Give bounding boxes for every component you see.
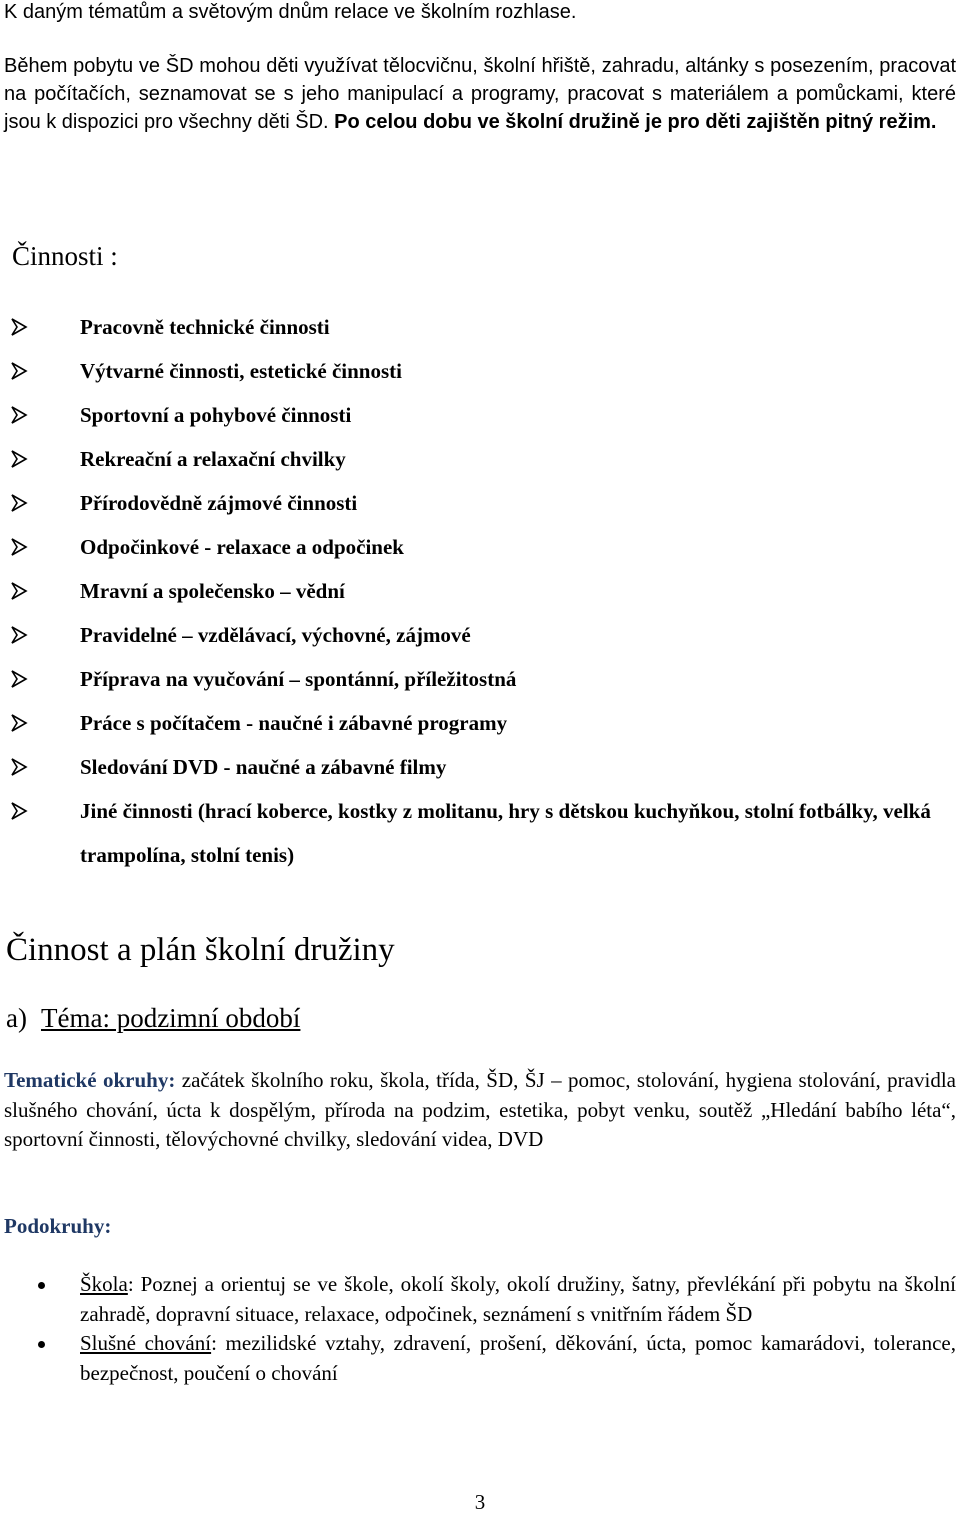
arrowhead-bullet-icon	[10, 802, 28, 820]
subareas-list	[4, 1270, 956, 1388]
activity-label: Sledování DVD - naučné a zábavné filmy	[80, 755, 447, 779]
activity-item	[10, 393, 950, 437]
subareas-label: Podokruhy:	[4, 1214, 112, 1238]
subarea-text: : mezilidské vztahy, zdravení, prošení, děkování, úcta, pomoc kamarádovi, tolerance, bezpečnost, poučení o chování	[80, 1331, 956, 1385]
intro-line: K daným tématům a světovým dnům relace ve školním rozhlase.	[4, 1, 577, 23]
activity-label: Rekreační a relaxační chvilky	[80, 447, 346, 471]
theme-heading	[6, 1000, 300, 1036]
thematic-areas-text: začátek školního roku, škola, třída, ŠD, ŠJ – pomoc, stolování, hygiena stolování, pravidla slušného chování, úcta k dospělým, příroda na podzim, estetika, pobyt venku, soutěž „Hledání babího léta“, sportovní činnosti, tělovýchovné chvilky, sledování videa, DVD	[4, 1068, 956, 1151]
arrowhead-bullet-icon	[10, 582, 28, 600]
arrowhead-bullet-icon	[10, 318, 28, 336]
thematic-areas	[4, 1066, 956, 1155]
activity-item	[10, 525, 950, 569]
arrowhead-bullet-icon	[10, 494, 28, 512]
activities-list	[10, 305, 950, 877]
activity-item	[10, 349, 950, 393]
activity-label: Výtvarné činnosti, estetické činnosti	[80, 359, 402, 383]
intro-paragraph-text: Během pobytu ve ŠD mohou děti využívat tělocvičnu, školní hřiště, zahradu, altánky s posezením, pracovat na počítačích, seznamovat se s jeho manipulací a programy, pracovat s materiálem a pomůckami, které jsou k dispozici pro všechny děti ŠD.	[4, 55, 956, 133]
arrowhead-bullet-icon	[10, 538, 28, 556]
arrowhead-bullet-icon	[10, 362, 28, 380]
subarea-key: Slušné chování	[80, 1331, 212, 1355]
intro-paragraph-bold: Po celou dobu ve školní družině je pro děti zajištěn pitný režim.	[334, 111, 937, 133]
activity-label: Mravní a společensko – vědní	[80, 579, 345, 603]
subarea-text: : Poznej a orientuj se ve škole, okolí školy, okolí družiny, šatny, převlékání při pobytu na školní zahradě, dopravní situace, relaxace, odpočinek, seznámení s vnitřním řádem ŠD	[80, 1272, 956, 1326]
thematic-areas-label: Tematické okruhy:	[4, 1068, 176, 1092]
arrowhead-bullet-icon	[10, 714, 28, 732]
activity-item	[10, 613, 950, 657]
activity-label: Příprava na vyučování – spontánní, příležitostná	[80, 667, 517, 691]
activity-item	[10, 481, 950, 525]
activity-item	[10, 437, 950, 481]
theme-title: Téma: podzimní období	[40, 1003, 301, 1033]
activity-label: Přírodovědně zájmové činnosti	[80, 491, 358, 515]
activity-label: Pravidelné – vzdělávací, výchovné, zájmové	[80, 623, 471, 647]
intro-paragraph	[4, 52, 956, 136]
activity-label: Jiné činnosti (hrací koberce, kostky z molitanu, hry s dětskou kuchyňkou, stolní fotbálky, velká trampolína, stolní tenis)	[80, 799, 931, 867]
arrowhead-bullet-icon	[10, 450, 28, 468]
activity-item	[10, 657, 950, 701]
bullet-dot-icon	[38, 1282, 45, 1289]
activity-item	[10, 789, 950, 877]
arrowhead-bullet-icon	[10, 758, 28, 776]
subarea-item	[4, 1270, 956, 1329]
activity-label: Práce s počítačem - naučné i zábavné programy	[80, 711, 508, 735]
bullet-dot-icon	[38, 1341, 45, 1348]
activity-label: Pracovně technické činnosti	[80, 315, 330, 339]
theme-prefix: a)	[6, 1003, 27, 1033]
activity-item	[10, 745, 950, 789]
subarea-item	[4, 1329, 956, 1388]
activity-label: Odpočinkové - relaxace a odpočinek	[80, 535, 404, 559]
activity-item	[10, 569, 950, 613]
activity-label: Sportovní a pohybové činnosti	[80, 403, 352, 427]
arrowhead-bullet-icon	[10, 406, 28, 424]
plan-heading: Činnost a plán školní družiny	[6, 932, 395, 968]
activity-item	[10, 305, 950, 349]
arrowhead-bullet-icon	[10, 670, 28, 688]
arrowhead-bullet-icon	[10, 626, 28, 644]
activity-item	[10, 701, 950, 745]
activities-heading: Činnosti :	[12, 241, 118, 271]
subarea-key: Škola	[80, 1272, 128, 1296]
page-number: 3	[474, 1490, 486, 1514]
